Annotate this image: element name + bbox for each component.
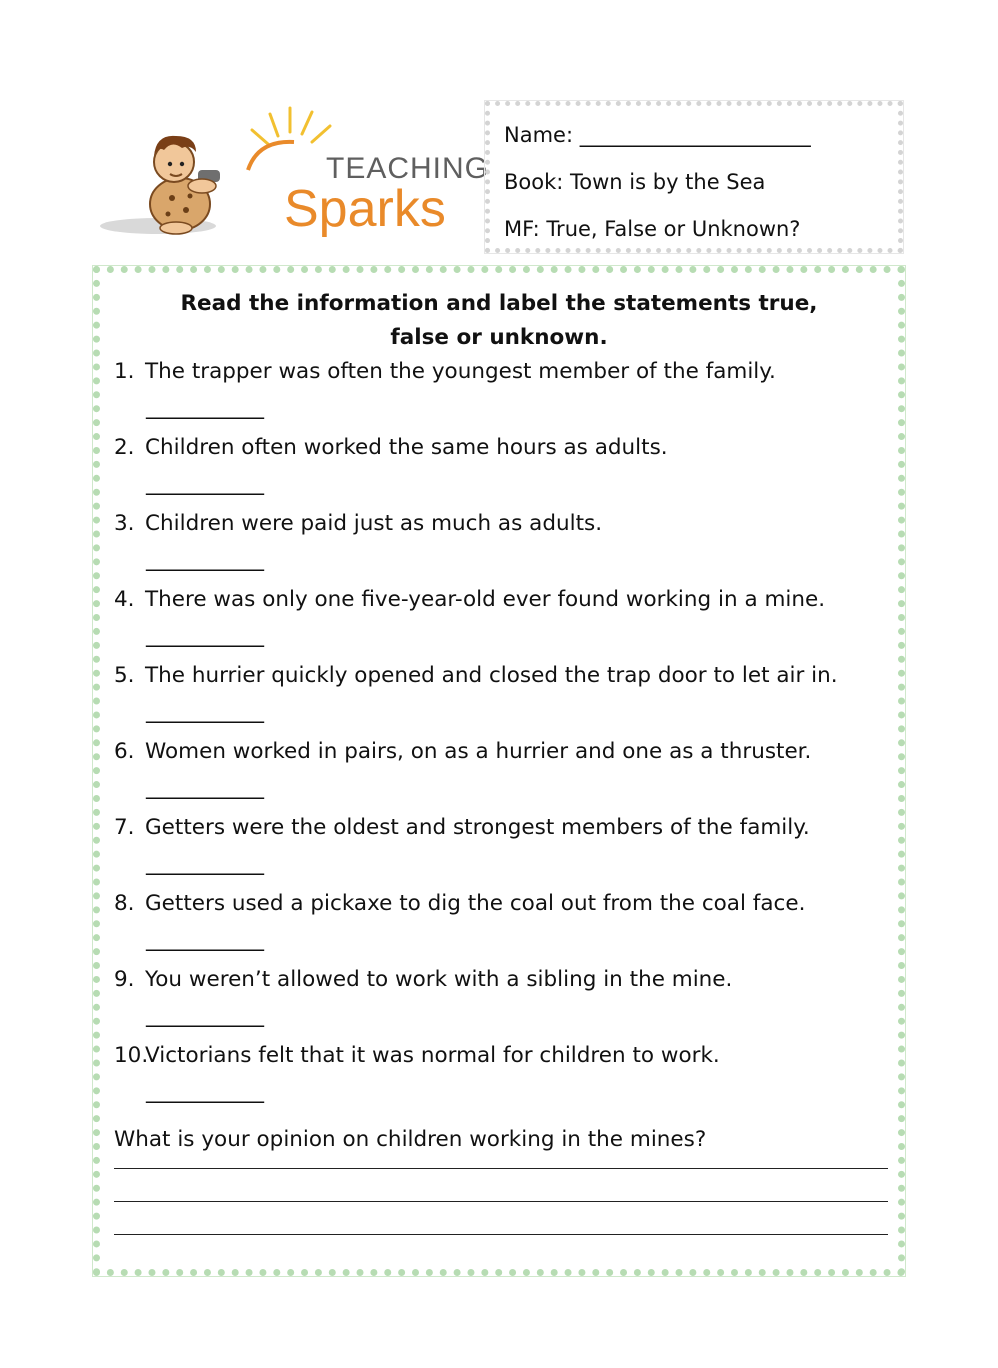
question-number: 8. — [114, 891, 135, 916]
answer-line-2[interactable] — [114, 1200, 888, 1202]
question-number: 6. — [114, 739, 135, 764]
opinion-question: What is your opinion on children working in the mines? — [114, 1127, 707, 1152]
question-number: 9. — [114, 967, 135, 992]
question-statement: Getters were the oldest and strongest members of the family. — [145, 815, 810, 840]
question-item — [114, 431, 884, 507]
question-text — [114, 735, 811, 769]
spark-rays-icon — [252, 108, 330, 144]
caveman-mascot-icon — [150, 136, 220, 234]
question-list — [114, 355, 884, 1115]
question-item — [114, 811, 884, 887]
question-statement: You weren’t allowed to work with a sibling in the mine. — [145, 967, 733, 992]
question-item — [114, 735, 884, 811]
answer-blank[interactable]: ____________ — [146, 623, 263, 648]
question-text — [114, 355, 776, 389]
teaching-sparks-logo — [98, 100, 490, 250]
question-text — [114, 963, 732, 997]
book-label: Book: Town is by the Sea — [504, 170, 766, 194]
question-text — [114, 887, 805, 921]
answer-line-3[interactable] — [114, 1233, 888, 1235]
question-item — [114, 355, 884, 431]
question-statement: The hurrier quickly opened and closed the trap door to let air in. — [145, 663, 838, 688]
question-number: 1. — [114, 359, 135, 384]
answer-blank[interactable]: ____________ — [146, 927, 263, 952]
question-statement: Getters used a pickaxe to dig the coal out from the coal face. — [145, 891, 806, 916]
question-text — [114, 507, 602, 541]
logo-graphic — [98, 100, 490, 250]
question-text — [114, 659, 838, 693]
question-statement: Children were paid just as much as adults. — [145, 511, 603, 536]
question-text — [114, 1039, 720, 1073]
worksheet-box — [93, 266, 905, 1276]
question-text — [114, 431, 668, 465]
question-item — [114, 507, 884, 583]
question-statement: The trapper was often the youngest member of the family. — [145, 359, 776, 384]
answer-blank[interactable]: ____________ — [146, 1003, 263, 1028]
question-item — [114, 887, 884, 963]
question-text — [114, 811, 810, 845]
name-field[interactable]: Name: ______________________ — [504, 123, 811, 147]
student-info-box — [485, 101, 903, 253]
question-statement: Children often worked the same hours as adults. — [145, 435, 668, 460]
question-item — [114, 583, 884, 659]
question-statement: There was only one five-year-old ever found working in a mine. — [145, 587, 826, 612]
answer-blank[interactable]: ____________ — [146, 471, 263, 496]
question-number: 5. — [114, 663, 135, 688]
instructions-heading: Read the information and label the statements true, false or unknown. — [180, 291, 818, 350]
answer-blank[interactable]: ____________ — [146, 395, 263, 420]
answer-blank[interactable]: ____________ — [146, 699, 263, 724]
answer-blank[interactable]: ____________ — [146, 1079, 263, 1104]
question-item — [114, 659, 884, 735]
question-item — [114, 963, 884, 1039]
question-statement: Women worked in pairs, on as a hurrier and one as a thruster. — [145, 739, 812, 764]
question-number: 4. — [114, 587, 135, 612]
answer-blank[interactable]: ____________ — [146, 547, 263, 572]
question-number: 7. — [114, 815, 135, 840]
question-number: 3. — [114, 511, 135, 536]
question-statement: Victorians felt that it was normal for children to work. — [145, 1043, 720, 1068]
mf-label: MF: True, False or Unknown? — [504, 217, 801, 241]
question-item — [114, 1039, 884, 1115]
question-number: 10. — [114, 1043, 149, 1068]
answer-blank[interactable]: ____________ — [146, 851, 263, 876]
answer-line-1[interactable] — [114, 1167, 888, 1169]
logo-teaching-text: TEACHING — [326, 152, 490, 185]
logo-sparks-text: Sparks — [284, 180, 446, 238]
answer-blank[interactable]: ____________ — [146, 775, 263, 800]
question-number: 2. — [114, 435, 135, 460]
question-text — [114, 583, 825, 617]
